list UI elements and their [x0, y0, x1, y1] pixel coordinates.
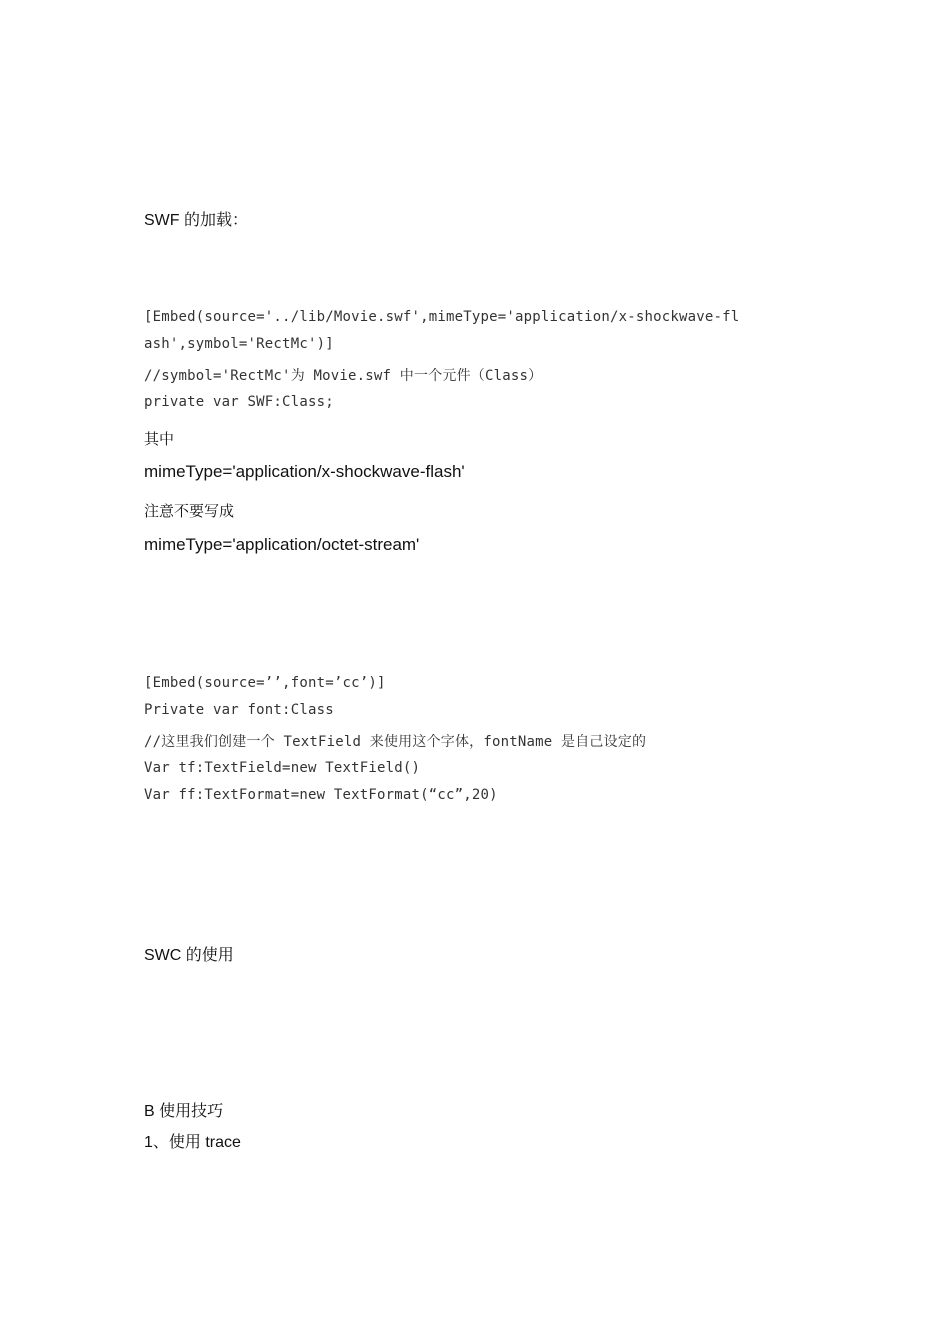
font-class-declaration: Private var font:Class [144, 702, 334, 718]
swc-usage-heading: SWC 的使用 [144, 947, 234, 964]
textfield-comment: //这里我们创建一个 TextField 来使用这个字体，fontName 是自己设定的 [144, 734, 647, 750]
font-embed-code-line: [Embed(source=’’,font=’cc’)] [144, 675, 386, 691]
tips-heading: B 使用技巧 [144, 1103, 224, 1120]
swf-symbol-comment: //symbol='RectMc'为 Movie.swf 中一个元件（Class） [144, 368, 543, 384]
mime-type-correct: mimeType='application/x-shockwave-flash' [144, 462, 465, 481]
note-among-them: 其中 [144, 430, 175, 448]
swf-embed-code-line-1: [Embed(source='../lib/Movie.swf',mimeType='application/x-shockwave-fl [144, 309, 740, 325]
swf-loading-heading: SWF 的加载： [144, 212, 248, 229]
tips-item-trace: 1、使用 trace [144, 1134, 241, 1151]
textformat-declaration: Var ff:TextFormat=new TextFormat(“cc”,20) [144, 787, 498, 803]
swf-class-declaration: private var SWF:Class; [144, 394, 334, 410]
note-do-not-write: 注意不要写成 [144, 502, 235, 520]
swf-embed-code-line-2: ash',symbol='RectMc')] [144, 336, 334, 352]
mime-type-wrong: mimeType='application/octet-stream' [144, 535, 420, 554]
textfield-declaration: Var tf:TextField=new TextField() [144, 760, 421, 776]
